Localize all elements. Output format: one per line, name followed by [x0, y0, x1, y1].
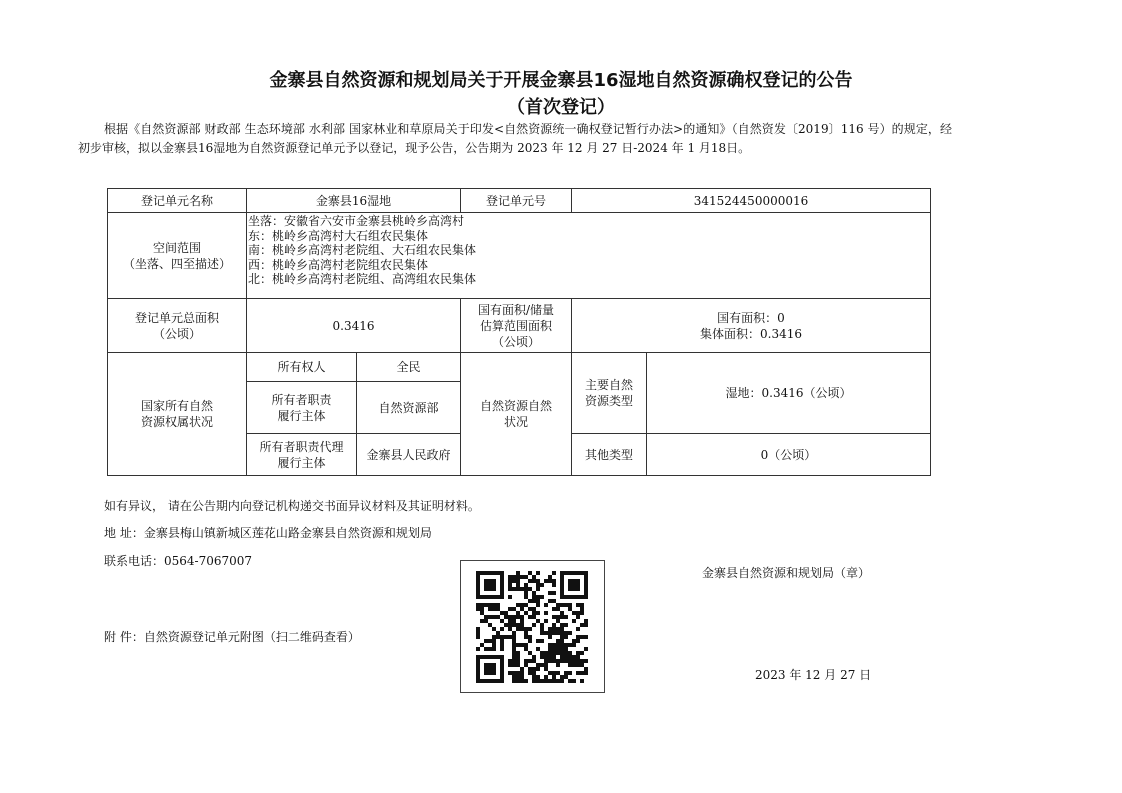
- unit-name-label: 登记单元名称: [108, 189, 247, 213]
- address-text: 地 址：金寨县梅山镇新城区莲花山路金寨县自然资源和规划局: [104, 526, 432, 540]
- qr-code-frame: [460, 560, 605, 693]
- owner-label: 所有权人: [247, 353, 357, 382]
- unit-name-value: 金寨县16湿地: [247, 189, 461, 213]
- scope-north: 北：桃岭乡高湾村老院组、高湾组农民集体: [248, 272, 477, 286]
- main-type-value: 湿地：0.3416（公顷）: [647, 353, 931, 434]
- scope-label-line2: （坐落、四至描述）: [122, 256, 231, 271]
- status-label-line2: 状况: [503, 415, 528, 429]
- scope-description: [247, 213, 931, 299]
- state-area-value: 国有面积：0: [717, 310, 785, 325]
- duty-label-line2: 履行主体: [277, 408, 326, 423]
- agent-value: 金寨县人民政府: [357, 434, 461, 476]
- state-area-label: [461, 299, 572, 353]
- owner-value: 全民: [357, 353, 461, 382]
- agent-label: [247, 434, 357, 476]
- scope-south: 南：桃岭乡高湾村老院组、大石组农民集体: [248, 243, 477, 257]
- date-text: 2023 年 12 月 27 日: [755, 668, 872, 682]
- registration-table: [107, 188, 931, 476]
- notice-subtitle: （首次登记）: [507, 97, 615, 118]
- scope-label-line1: 空间范围: [152, 240, 201, 255]
- state-area-label-line1: 国有面积/储量: [477, 302, 555, 317]
- other-type-label: 其他类型: [572, 434, 647, 476]
- qr-code-icon: [476, 571, 588, 683]
- unit-no-value: 341524450000016: [572, 189, 931, 213]
- total-area-label-line1: 登记单元总面积: [134, 310, 219, 325]
- state-area-label-line2: 估算范围面积: [479, 318, 552, 333]
- total-area-label-line2: （公顷）: [152, 326, 201, 341]
- main-type-label-line1: 主要自然: [584, 378, 633, 392]
- scope-east: 东：桃岭乡高湾村大石组农民集体: [248, 228, 429, 243]
- other-type-value: 0（公顷）: [647, 434, 931, 476]
- area-values: [572, 299, 931, 353]
- scope-label: [108, 213, 247, 299]
- duty-label: [247, 382, 357, 434]
- status-label-line1: 自然资源自然: [479, 399, 552, 413]
- ownership-label-line1: 国家所有自然: [140, 399, 213, 413]
- agent-label-line1: 所有者职责代理: [259, 439, 344, 454]
- attachment-text: 附 件：自然资源登记单元附图（扫二维码查看）: [104, 630, 360, 644]
- phone-text: 联系电话：0564-7067007: [104, 554, 253, 568]
- state-area-label-line3: （公顷）: [491, 334, 540, 349]
- total-area-label: [108, 299, 247, 353]
- objection-text: 如有异议， 请在公告期内向登记机构递交书面异议材料及其证明材料。: [104, 499, 480, 513]
- notice-title: 金寨县自然资源和规划局关于开展金寨县16湿地自然资源确权登记的公告: [269, 70, 853, 91]
- signer-text: 金寨县自然资源和规划局（章）: [702, 566, 871, 580]
- collective-area-value: 集体面积：0.3416: [700, 326, 802, 341]
- agent-label-line2: 履行主体: [277, 455, 326, 470]
- scope-west: 西：桃岭乡高湾村老院组农民集体: [248, 257, 429, 272]
- total-area-value: 0.3416: [247, 299, 461, 353]
- ownership-label: [108, 353, 247, 476]
- duty-label-line1: 所有者职责: [271, 392, 332, 407]
- main-type-label: [572, 353, 647, 434]
- duty-value: 自然资源部: [357, 382, 461, 434]
- ownership-label-line2: 资源权属状况: [140, 415, 213, 429]
- scope-location: 坐落：安徽省六安市金寨县桃岭乡高湾村: [248, 214, 465, 228]
- status-label: [461, 353, 572, 476]
- intro-paragraph: 根据《自然资源部 财政部 生态环境部 水利部 国家林业和草原局关于印发<自然资源统一确权登记暂行办法>的通知》（自然资发〔2019〕116 号）的规定，经初步审核，拟以金寨县16湿地为自然资源登记单元予以登记，现予公告，公告期为 2023 年 12 月 27 日-2024 年 1 月18日。: [78, 122, 952, 155]
- unit-no-label: 登记单元号: [461, 189, 572, 213]
- main-type-label-line2: 资源类型: [584, 394, 633, 408]
